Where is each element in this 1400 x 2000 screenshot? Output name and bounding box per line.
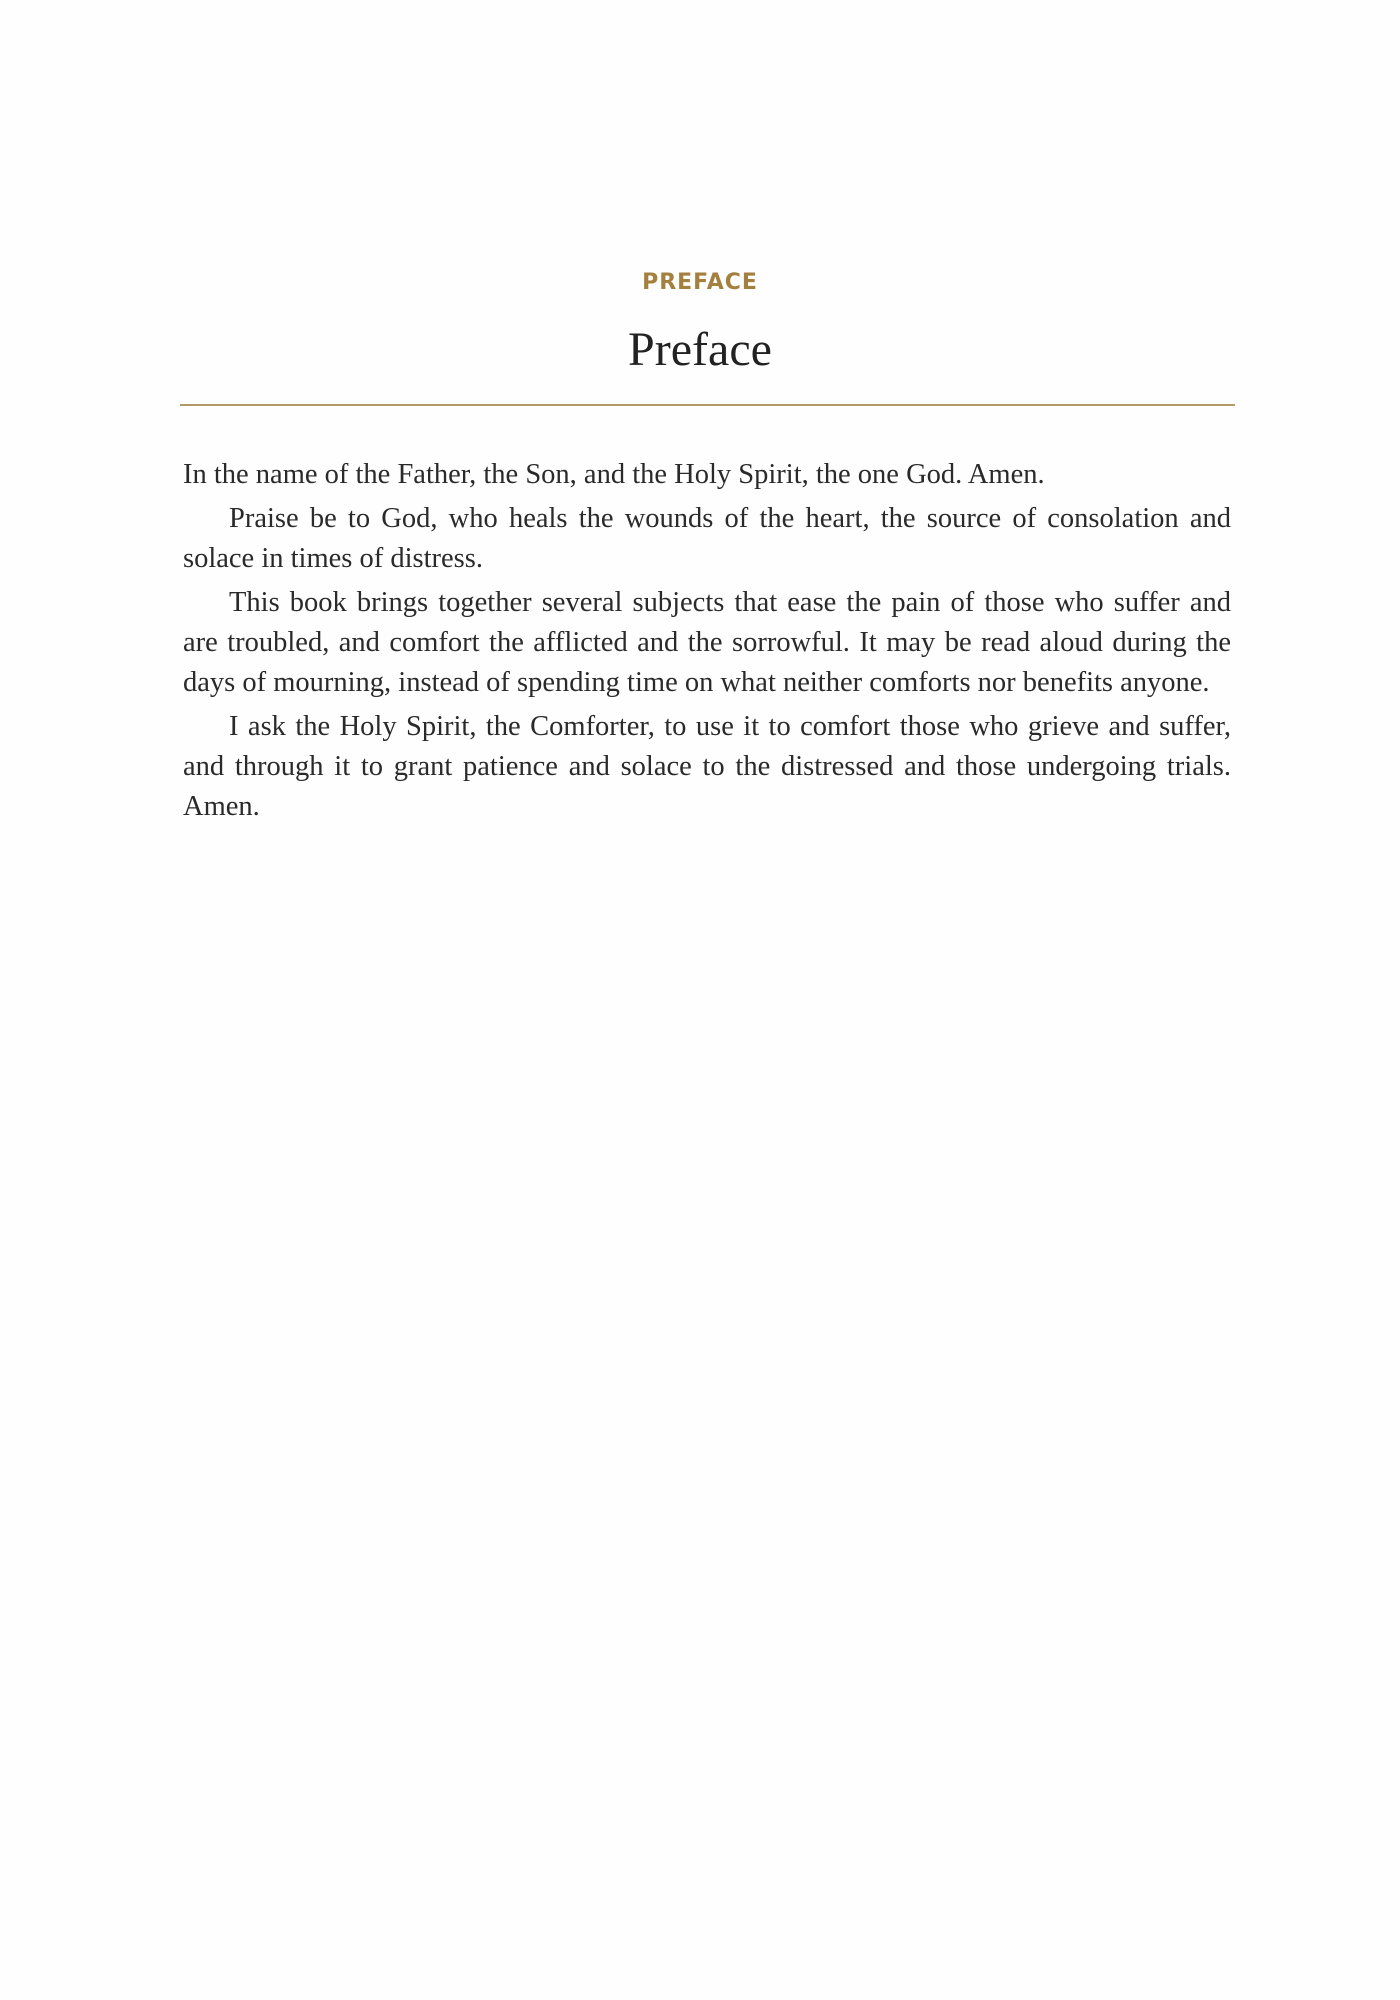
section-kicker: PREFACE xyxy=(642,270,758,295)
paragraph-invocation: In the name of the Father, the Son, and the Holy Spirit, the one God. Amen. xyxy=(183,459,1045,490)
paragraph-praise: Praise be to God, who heals the wounds of the heart, the source of consolation and solace in times of distress. xyxy=(183,503,1231,574)
title-divider xyxy=(180,404,1235,406)
paragraph-prayer: I ask the Holy Spirit, the Comforter, to use it to comfort those who grieve and suffer, and through it to grant patience and solace to the distressed and those undergoing trials. Amen. xyxy=(183,711,1231,822)
page-title: Preface xyxy=(628,323,772,376)
paragraph-purpose: This book brings together several subjects that ease the pain of those who suffer and are troubled, and comfort the afflicted and the sorrowful. It may be read aloud during the days of mourning, instead of spending time on what neither comforts nor benefits anyone. xyxy=(183,587,1231,698)
preface-body xyxy=(183,455,1231,831)
